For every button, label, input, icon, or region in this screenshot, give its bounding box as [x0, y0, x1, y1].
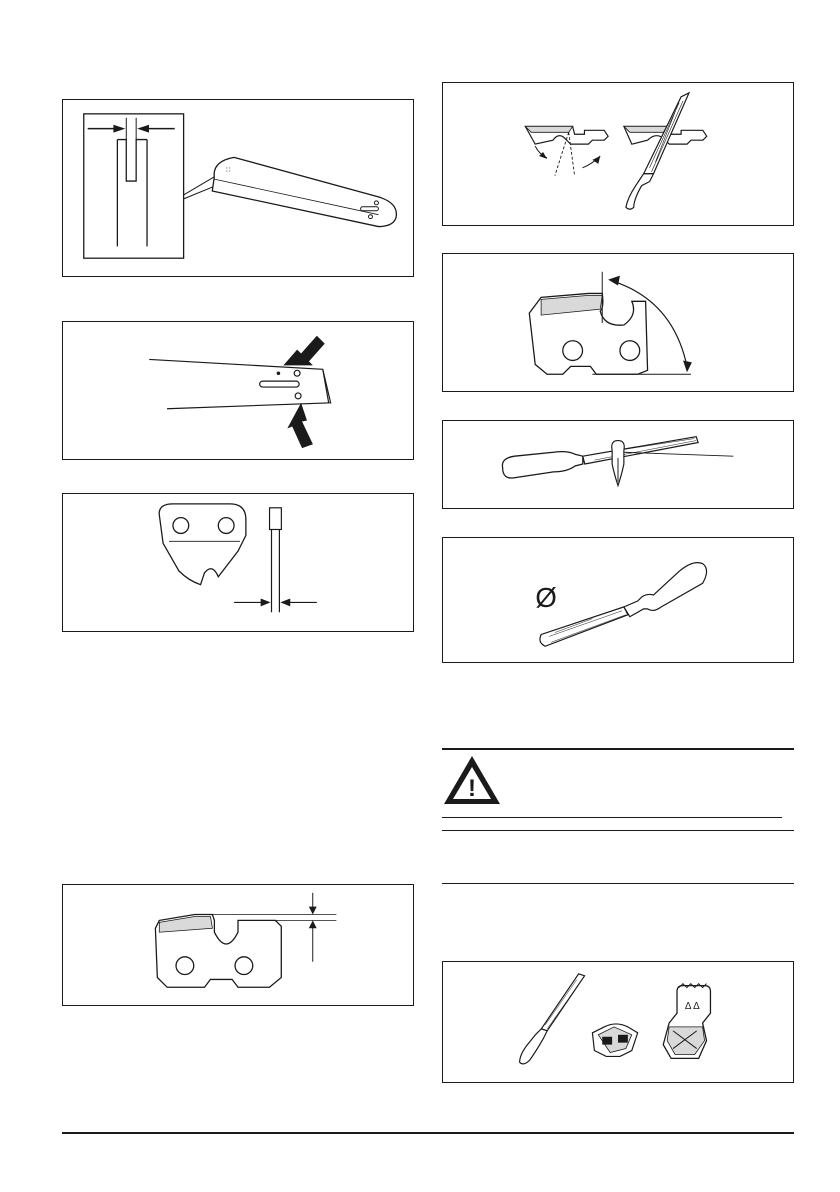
round-file-icon	[443, 538, 793, 662]
figure-file-angle-top	[442, 82, 794, 226]
figure-drive-link-gauge	[62, 493, 414, 632]
figure-bar-groove-width	[62, 99, 414, 277]
warning-top-rule	[442, 748, 794, 750]
figure-bar-nose-holes	[62, 321, 414, 460]
drive-link-thickness-icon	[63, 494, 413, 631]
diameter-symbol: Ø	[535, 581, 557, 613]
svg-text:∷: ∷	[226, 167, 231, 175]
figure-sharpening-tools	[442, 961, 794, 1083]
bar-lubrication-holes-icon	[63, 322, 413, 459]
warning-triangle-icon	[442, 754, 502, 806]
figure-top-plate-angle	[442, 253, 794, 392]
warning-bottom-rule	[442, 883, 794, 884]
svg-text:Δ Δ: Δ Δ	[684, 1001, 700, 1013]
figure-file-holder	[442, 420, 794, 509]
page-footer-rule	[62, 1132, 794, 1134]
figure-round-file-diameter	[442, 537, 794, 663]
file-holder-icon	[443, 421, 793, 508]
warning-mid-rule-1	[442, 817, 782, 818]
cutter-side-angle-icon	[443, 254, 793, 391]
warning-mid-rule-2	[442, 830, 794, 831]
file-and-gauges-icon	[443, 962, 793, 1082]
cutter-filing-angle-icon	[443, 83, 793, 225]
bar-groove-measure-icon	[63, 100, 413, 276]
depth-gauge-height-icon	[63, 885, 413, 1005]
figure-depth-gauge-setting	[62, 884, 414, 1006]
warning-exclamation: !	[468, 775, 476, 802]
